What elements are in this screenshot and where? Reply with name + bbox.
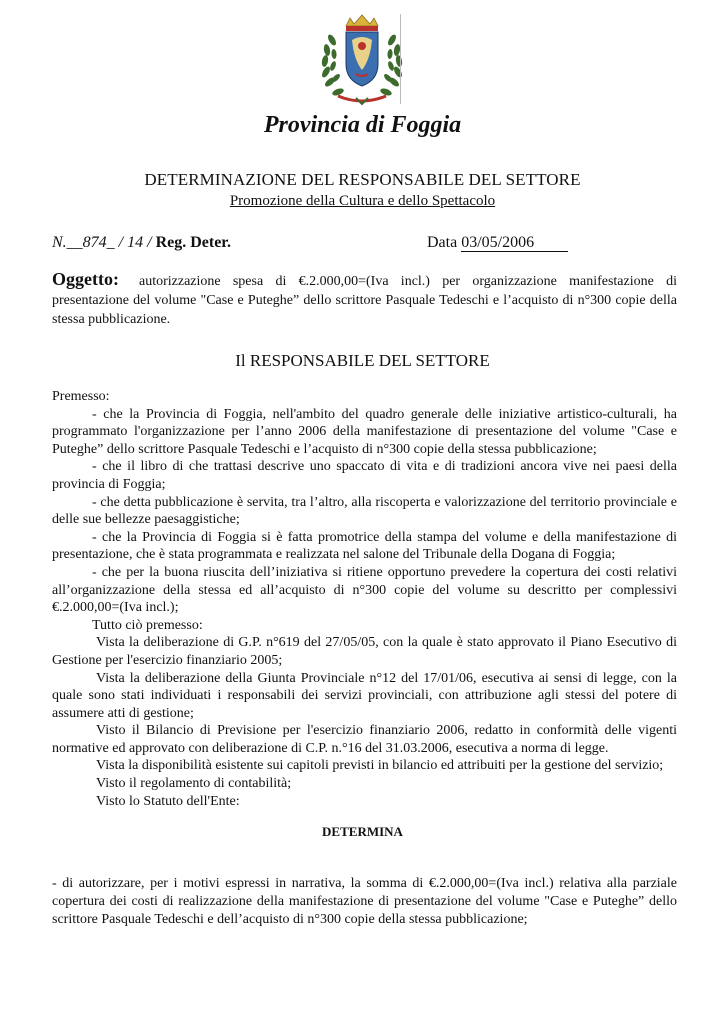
paragraph: Premesso:: [52, 389, 110, 404]
paragraph: Vista la deliberazione della Giunta Provinciale n°12 del 17/01/06, esecutiva ai sensi di legge, con la quale sono stati individuati i responsabili dei servizi provinciali, con attribuzione agli stessi del potere di assumere atti di gestione;: [52, 670, 677, 721]
page-title: Provincia di Foggia: [263, 112, 462, 138]
paragraph: Visto il Bilancio di Previsione per l'esercizio finanziario 2006, redatto in conformità delle vigenti normative ed approvato con deliberazione di C.P. n.°16 del 31.03.2006, esecutiva a norma di legge.: [52, 723, 677, 756]
subject-block: [52, 270, 677, 329]
paragraph: Tutto ciò premesso:: [92, 617, 203, 633]
paragraph: Visto il regolamento di contabilità;: [96, 776, 292, 792]
date-value: 03/05/2006: [461, 234, 568, 252]
responsabile-heading: Il RESPONSABILE DEL SETTORE: [235, 351, 490, 370]
date-label: Data: [427, 234, 458, 251]
paragraph: - che la Provincia di Foggia si è fatta promotrice della stampa del volume e della manifestazione di presentazione, che è stata programmata e realizzata nel salone del Tribunale della Dogana di Foggia;: [52, 529, 677, 563]
paragraph: - che la Provincia di Foggia, nell'ambito del quadro generale delle iniziative artistico-culturali, ha programmato l'organizzazione per l’anno 2006 della manifestazione di presentazione del volume "Case e Puteghe” dello scrittore Pasquale Tedeschi e l’acquisto di n°300 copie della stessa pubblicazione;: [52, 406, 677, 457]
subject-text: autorizzazione spesa di €.2.000,00=(Iva incl.) per organizzazione manifestazione di presentazione del volume "Case e Puteghe” dello scrittore Pasquale Tedeschi e l’acquisto di n°300 copie della stessa pubblicazione.: [52, 274, 677, 327]
paragraph: - che il libro di che trattasi descrive uno spaccato di vita e di tradizioni ancora vive nei paesi della provincia di Foggia;: [52, 459, 677, 492]
reference-number: N.__874_ / 14 /: [52, 234, 152, 251]
paragraph: - che per la buona riuscita dell’iniziativa si ritiene opportuno prevedere la copertura dei costi relativi all’organizzazione della stessa ed all’acquisto di n°300 copie del volume su descritto per complessivi €.2.000,00=(Iva incl.);: [52, 564, 677, 616]
coat-of-arms-icon: [316, 12, 408, 108]
determina-heading: DETERMINA: [322, 824, 403, 839]
reference-type: Reg. Deter.: [155, 234, 231, 251]
paragraph: - che detta pubblicazione è servita, tra l’altro, alla riscoperta e valorizzazione del territorio provinciale e delle sue bellezze paesaggistiche;: [52, 494, 677, 528]
reference-date: [427, 234, 568, 252]
document-heading: DETERMINAZIONE DEL RESPONSABILE DEL SETTORE: [144, 170, 581, 189]
reference-line: [52, 234, 612, 252]
paragraph: Vista la deliberazione di G.P. n°619 del 27/05/05, con la quale è stato approvato il Piano Esecutivo di Gestione per l'esercizio finanziario 2005;: [52, 635, 677, 668]
subject-label: Oggetto:: [52, 269, 119, 289]
operative-paragraph: - di autorizzare, per i motivi espressi in narrativa, la somma di €.2.000,00=(Iva incl.) relativa alla parziale copertura dei costi di realizzazione della manifestazione di presentazione del volume "Case e Puteghe” dello scrittore Pasquale Tedeschi e dell’acquisto di n°300 copie della stessa pubblicazione;: [52, 876, 677, 927]
document-body: [52, 388, 677, 810]
paragraph: Visto lo Statuto dell'Ente:: [96, 793, 240, 809]
paragraph: Vista la disponibilità esistente sui capitoli previsti in bilancio ed attribuiti per la gestione del servizio;: [96, 758, 664, 774]
department-subheading: Promozione della Cultura e dello Spettacolo: [229, 193, 496, 209]
header-divider: [400, 14, 401, 104]
